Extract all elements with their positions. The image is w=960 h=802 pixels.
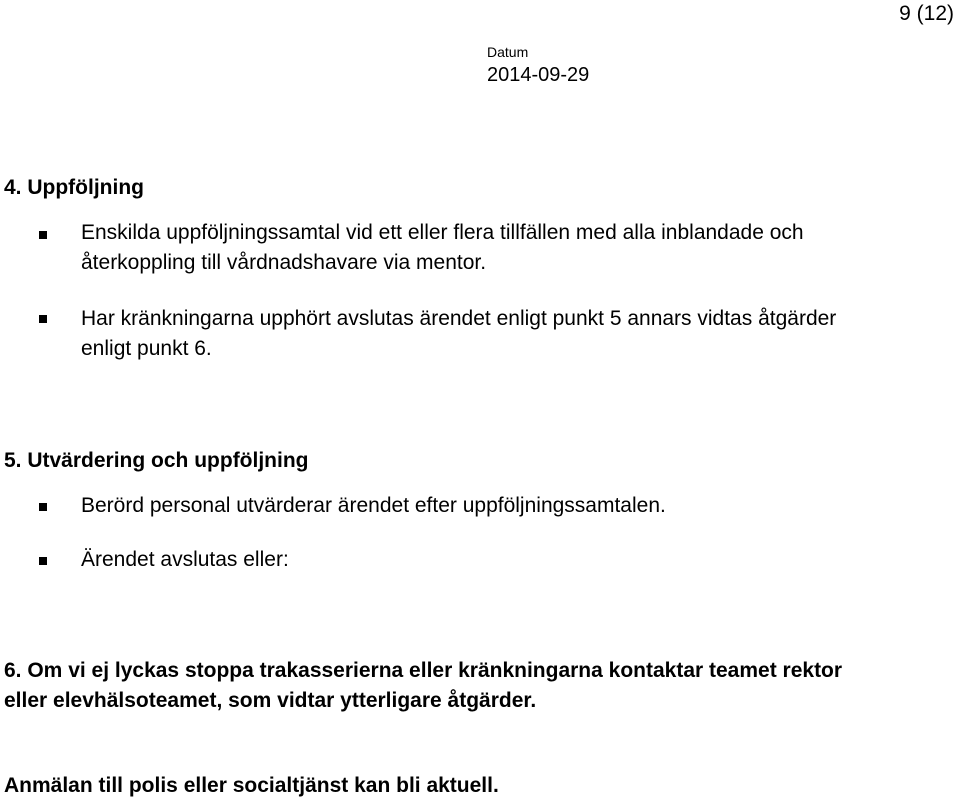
section-4-bullet-1: Enskilda uppföljningssamtal vid ett eller flera tillfällen med alla inblandade och återkoppling till vårdnadshavare via mentor. xyxy=(81,221,804,274)
section-4-title: 4. Uppföljning xyxy=(4,176,144,199)
bullet-marker xyxy=(39,503,47,511)
section-5-title: 5. Utvärdering och uppföljning xyxy=(4,449,309,472)
date-label: Datum xyxy=(487,44,529,60)
page-number: 9 (12) xyxy=(899,2,954,25)
section-6-title: 6. Om vi ej lyckas stoppa trakasserierna eller kränkningarna kontaktar teamet rektor eller elevhälsoteamet, som vidtar ytterligare åtgärder. xyxy=(4,659,843,712)
section-4-bullet-2: Har kränkningarna upphört avslutas ärendet enligt punkt 5 annars vidtas åtgärder enligt punkt 6. xyxy=(81,307,837,360)
bullet-marker xyxy=(39,231,47,239)
section-5-bullet-1: Berörd personal utvärderar ärendet efter uppföljningssamtalen. xyxy=(81,494,666,517)
bullet-marker xyxy=(39,315,47,323)
section-5-bullet-2: Ärendet avslutas eller: xyxy=(81,548,289,571)
bullet-marker xyxy=(39,557,47,565)
section-6-note: Anmälan till polis eller socialtjänst kan bli aktuell. xyxy=(4,774,499,797)
date-value: 2014-09-29 xyxy=(487,64,590,86)
